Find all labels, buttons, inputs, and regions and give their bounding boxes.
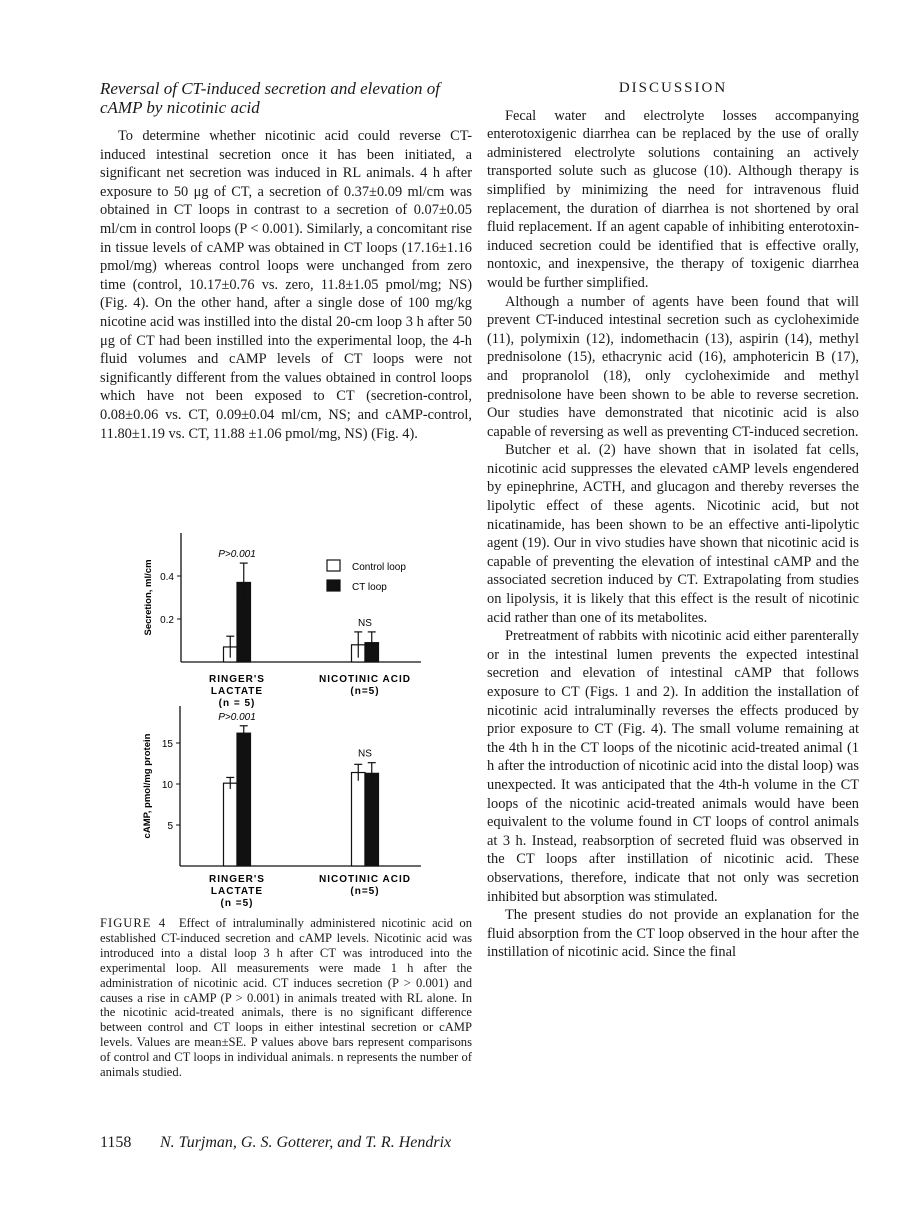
y-tick-label: 10 xyxy=(161,780,173,791)
footer xyxy=(100,1134,452,1152)
y-tick-label: 0.2 xyxy=(160,615,174,626)
figure-caption xyxy=(100,916,472,1080)
category-label: NICOTINIC ACID xyxy=(319,674,411,685)
legend-swatch xyxy=(327,560,340,571)
paragraph: Fecal water and electrolyte losses accompanying enterotoxigenic diarrhea can be replaced by the use of orally administered electrolyte solutions containing an actively transported solute such as glucose (10). Although therapy is simplified by minimizing the need for intravenous fluid replacement, the duration of diarrhea is not shortened by oral fluid replacement. If an agent capable of inhibiting enterotoxin-induced secretion could be identified that is effective orally, nontoxic, and inexpensive, the therapy of toxigenic diarrhea would be further simplified. xyxy=(487,107,859,291)
bar-ct xyxy=(237,733,251,866)
caption-label: FIGURE 4 xyxy=(100,916,167,930)
paragraph: The present studies do not provide an explanation for the fluid absorption from the CT loop observed in the hour after the instillation of nicotinic acid. Since the final xyxy=(487,907,859,961)
authors: N. Turjman, G. S. Gotterer, and T. R. Hendrix xyxy=(160,1134,452,1151)
category-label: (n=5) xyxy=(350,886,380,897)
category-label: (n = 5) xyxy=(218,698,256,709)
paragraph: Although a number of agents have been found that will prevent CT-induced intestinal secretion such as cycloheximide (11), polymixin (12), indomethacin (13), aspirin (14), methyl prednisolone (15), ethacrynic acid (16), amphotericin B (17), and propranolol (18), only cycloheximide and methyl prednisolone have been shown to be able to reverse secretion. Our studies have demonstrated that nicotinic acid is also capable of reversing as well as preventing CT-induced secretion. xyxy=(487,293,859,440)
bar-control xyxy=(352,773,366,866)
y-tick-label: 5 xyxy=(167,821,173,832)
category-label: (n =5) xyxy=(220,898,254,909)
category-label: LACTATE xyxy=(210,686,264,697)
bar-control xyxy=(224,783,238,866)
y-tick-label: 15 xyxy=(161,739,173,750)
bar-ct xyxy=(365,773,379,866)
paragraph: Pretreatment of rabbits with nicotinic acid either parenterally or in the intestinal lumen prevents the expected intestinal secretion and elevation of intestinal cAMP that follows exposure to CT (Figs. 1 and 2). In addition the installation of nicotinic acid intraluminally reverses the effects produced by prior exposure to CT (Fig. 4). The small volume remaining at the 4th h in the CT loops of the nicotinic acid-treated animal (1 h after the introduction of nicotinic acid into the distal loop) was unexpected. It was anticipated that the 4th-h volume in the CT loops of the nicotinic acid-treated animals would have been equivalent to the volume found in CT loops of control animals at 3 h. Instead, reabsorption of secreted fluid was observed in the CT loops after instillation of nicotinic acid. These observations, therefore, indicate that not only was secretion inhibited but absorption was stimulated. xyxy=(487,628,859,905)
paragraph: Butcher et al. (2) have shown that in isolated fat cells, nicotinic acid suppresses the elevated cAMP levels engendered by epinephrine, ACTH, and glucagon and thereby reverses the lipolytic effect of these agents. Nicotinic acid, but not nicatinamide, has been shown to be an effective anti-lipolytic agent (19). Our in vivo studies have shown that nicotinic acid is capable of preventing the elevation of intestinal cAMP and the associated secretion induced by CT. Extrapolating from studies on lipolysis, it is likely that this effect is the result of nicotinic acid rather than one of its metabolites. xyxy=(487,442,859,626)
legend-label: Control loop xyxy=(352,562,406,573)
discussion-heading: DISCUSSION xyxy=(618,80,728,96)
y-axis-label: cAMP, pmol/mg protein xyxy=(142,733,153,839)
y-axis-label: Secretion, ml/cm xyxy=(143,559,154,636)
page-number: 1158 xyxy=(100,1134,132,1151)
paragraph: To determine whether nicotinic acid could reverse CT-induced intestinal secretion once it has been initiated, a significant net secretion was induced in RL animals. 4 h after exposure to 50 μg of CT, a secretion of 0.37±0.09 ml/cm was obtained in CT loops in contrast to a secretion of 0.07±0.05 ml/cm in control loops (P < 0.001). Similarly, a concomitant rise in tissue levels of cAMP was obtained in CT loops (17.16±1.16 pmol/mg) whereas control loops were unchanged from zero time (control, 10.17±0.76 vs. zero, 11.8±1.05 pmol/mg; NS) (Fig. 4). On the other hand, after a single dose of 100 mg/kg nicotine acid was instilled into the distal 20-cm loop 3 h after 50 μg of CT had been instilled into the experimental loop, the 4-h fluid volumes and cAMP levels of CT loops were not significantly different from the values obtained in control loops which have not been exposed to CT (secretion-control, 0.08±0.06 vs. CT, 0.09±0.04 ml/cm, NS; and cAMP-control, 11.80±1.19 vs. CT, 11.88 ±1.06 pmol/mg, NS) (Fig. 4). xyxy=(100,128,472,442)
p-value-annotation: P>0.001 xyxy=(218,549,256,561)
y-tick-label: 0.4 xyxy=(160,572,174,583)
category-label: LACTATE xyxy=(210,886,264,897)
category-label: RINGER'S xyxy=(209,674,265,685)
caption-text: Effect of intraluminally administered nicotinic acid on established CT-induced secretion and cAMP levels. Nicotinic acid was introduced into a distal loop 3 h after CT was introduced into the experimental loop. All measurements were made 1 h after the administration of nicotinic acid. CT induces secretion (P > 0.001) and causes a rise in cAMP (P > 0.001) in animals treated with RL alone. In the nicotinic acid-treated animals, there is no significant difference between control and CT loops in either intestinal secretion or cAMP levels. Values are mean±SE. P values above bars represent comparisons of control and CT loops in individual animals. n represents the number of animals studied. xyxy=(100,916,472,1080)
legend-swatch xyxy=(327,580,340,591)
category-label: (n=5) xyxy=(350,686,380,697)
ns-annotation: NS xyxy=(358,748,372,760)
category-label: NICOTINIC ACID xyxy=(319,874,411,885)
category-label: RINGER'S xyxy=(209,874,265,885)
legend-label: CT loop xyxy=(352,582,387,593)
p-value-annotation: P>0.001 xyxy=(218,711,256,723)
ns-annotation: NS xyxy=(358,617,372,629)
section-heading: Reversal of CT-induced secretion and elevation of cAMP by nicotinic acid xyxy=(100,79,440,117)
